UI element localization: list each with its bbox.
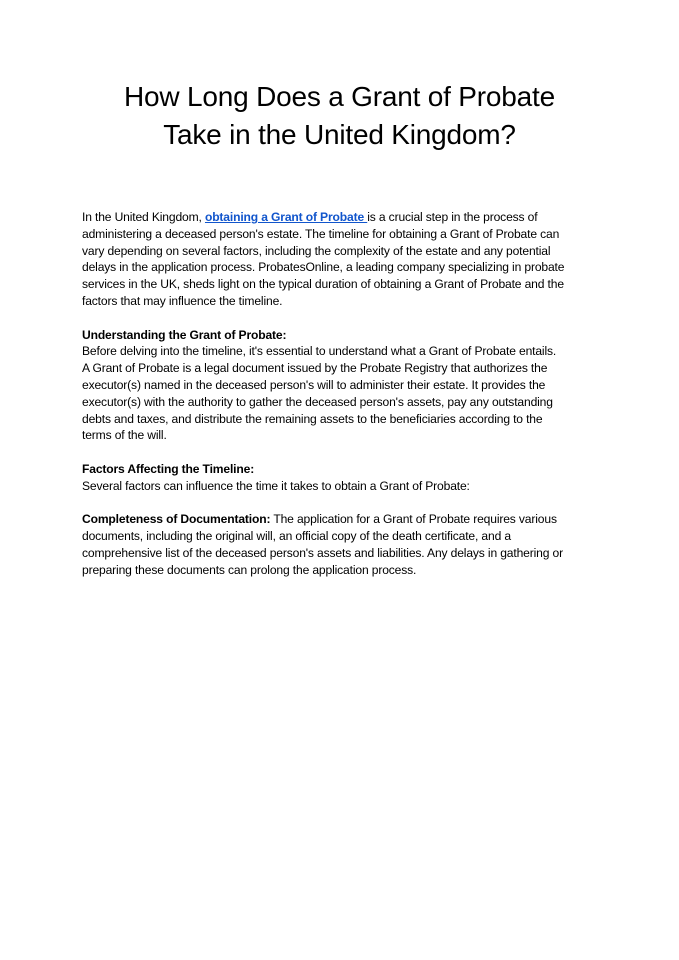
documentation-line-3: comprehensive list of the deceased person's assets and liabilities. Any delays in gathering or (82, 545, 563, 560)
factors-line-1: Several factors can influence the time it takes to obtain a Grant of Probate: (82, 478, 470, 493)
understanding-line-2: A Grant of Probate is a legal document issued by the Probate Registry that authorizes the (82, 361, 548, 376)
spacer (82, 495, 602, 512)
documentation-line-1-text: The application for a Grant of Probate requires various (270, 512, 557, 527)
intro-line-6: factors that may influence the timeline. (82, 293, 283, 308)
understanding-heading: Understanding the Grant of Probate: (82, 327, 287, 342)
documentation-section (82, 511, 602, 578)
title-line-1: How Long Does a Grant of Probate (124, 81, 555, 112)
title-line-2: Take in the United Kingdom? (163, 119, 516, 150)
understanding-line-4: executor(s) with the authority to gather the deceased person's assets, pay any outstanding (82, 394, 553, 409)
understanding-section (82, 327, 602, 445)
documentation-line-2: documents, including the original will, an official copy of the death certificate, and a (82, 529, 511, 544)
documentation-line-4: preparing these documents can prolong the application process. (82, 562, 417, 577)
intro-text-before-link: In the United Kingdom, (82, 210, 205, 224)
understanding-line-3: executor(s) named in the deceased person's will to administer their estate. It provides the (82, 377, 546, 392)
understanding-line-5: debts and taxes, and distribute the remaining assets to the beneficiaries according to the (82, 411, 543, 426)
page-title (60, 78, 619, 154)
intro-line-4: delays in the application process. ProbatesOnline, a leading company specializing in probate (82, 260, 565, 275)
intro-paragraph (82, 209, 602, 310)
factors-section (82, 461, 602, 495)
understanding-line-6: terms of the will. (82, 428, 167, 443)
documentation-label: Completeness of Documentation: (82, 512, 271, 527)
grant-of-probate-link[interactable]: obtaining a Grant of Probate (204, 210, 368, 224)
documentation-line-1 (82, 511, 602, 528)
intro-line-2: administering a deceased person's estate. The timeline for obtaining a Grant of Probate can (82, 226, 560, 241)
spacer (82, 444, 602, 461)
intro-line-1 (82, 209, 602, 226)
intro-line-3: vary depending on several factors, including the complexity of the estate and any potential (82, 243, 551, 258)
spacer (82, 310, 602, 327)
factors-heading: Factors Affecting the Timeline: (82, 461, 255, 476)
understanding-line-1: Before delving into the timeline, it's essential to understand what a Grant of Probate entails. (82, 344, 557, 359)
document-body (82, 209, 602, 579)
intro-line-5: services in the UK, sheds light on the typical duration of obtaining a Grant of Probate and the (82, 277, 564, 292)
intro-text-after-link: is a crucial step in the process of (367, 210, 538, 224)
